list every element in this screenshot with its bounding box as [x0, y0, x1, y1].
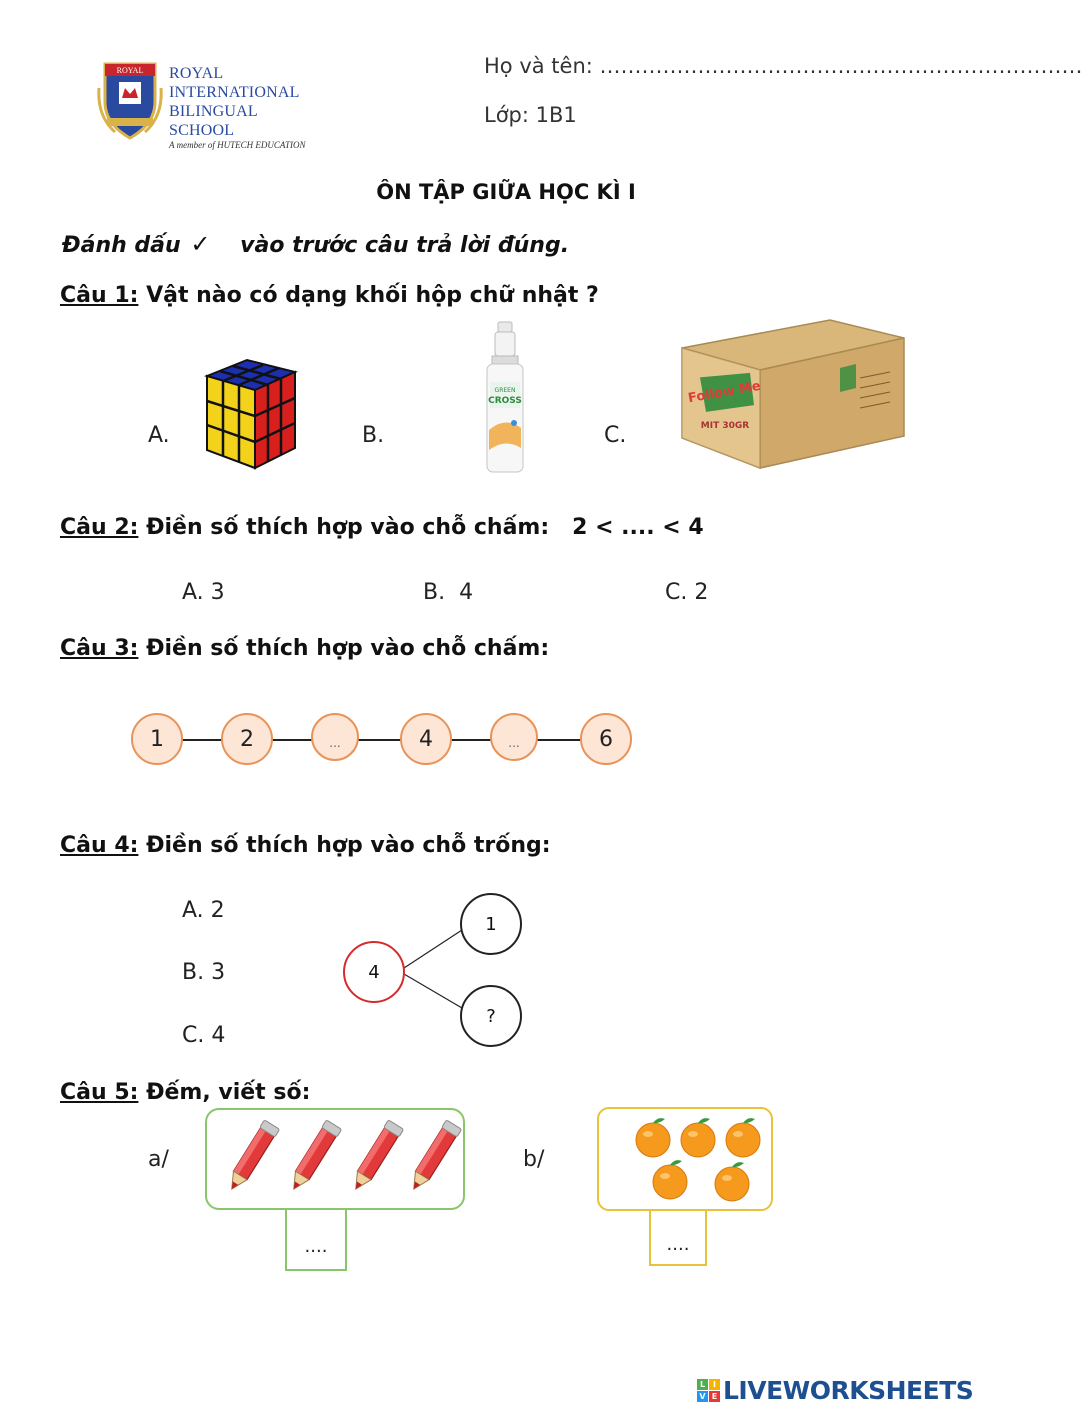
question-4-text: Điền số thích hợp vào chỗ trống: — [138, 833, 551, 858]
svg-text:ROYAL: ROYAL — [116, 66, 144, 75]
question-3-label: Câu 3: — [60, 636, 139, 661]
question-1 — [60, 283, 599, 308]
sequence-blank[interactable]: ... — [311, 713, 359, 761]
q5-part-a-label: a/ — [148, 1147, 169, 1172]
question-4 — [60, 833, 551, 858]
instruction — [62, 230, 569, 258]
instruction-before: Đánh dấu — [62, 233, 181, 258]
sequence-item: 2 — [221, 713, 273, 765]
q1-option-b[interactable]: B. — [362, 423, 385, 448]
logo-line-1: ROYAL — [169, 65, 224, 82]
sequence-item: 6 — [580, 713, 632, 765]
pencil-icon — [286, 1120, 342, 1194]
question-2 — [60, 515, 704, 540]
school-logo — [95, 58, 325, 150]
pencil-icon — [406, 1120, 462, 1194]
orange-icon — [681, 1118, 715, 1157]
student-name-field[interactable]: Họ và tên: …………………………………………………………… — [484, 54, 1083, 78]
q4-option-c[interactable]: C. 4 — [182, 1023, 226, 1048]
orange-icon — [715, 1162, 749, 1201]
question-3-text: Điền số thích hợp vào chỗ chấm: — [138, 636, 550, 661]
sequence-blank[interactable]: ... — [490, 713, 538, 761]
page-title: ÔN TẬP GIỮA HỌC KÌ I — [376, 180, 636, 204]
pencil-icon — [348, 1120, 404, 1194]
liveworksheets-wordmark: LIVEWORKSHEETS — [723, 1376, 974, 1405]
question-2-label: Câu 2: — [60, 515, 139, 540]
number-bond-root: 4 — [343, 941, 405, 1003]
orange-icon — [653, 1160, 687, 1199]
instruction-after: vào trước câu trả lời đúng. — [240, 233, 570, 258]
q2-option-a[interactable]: A. 3 — [182, 580, 225, 605]
liveworksheets-icon: L I V E — [697, 1379, 720, 1402]
logo-line-2: INTERNATIONAL — [169, 84, 300, 101]
svg-text:Follow Me: Follow Me — [686, 378, 762, 407]
question-5-text: Đếm, viết số: — [138, 1080, 311, 1105]
question-2-text: Điền số thích hợp vào chỗ chấm: 2 < .... < 4 — [138, 515, 704, 540]
q1-option-a[interactable]: A. — [148, 423, 170, 448]
q4-option-a[interactable]: A. 2 — [182, 898, 225, 923]
question-3 — [60, 636, 549, 661]
answer-box-a[interactable]: .... — [285, 1209, 347, 1271]
sequence-item: 4 — [400, 713, 452, 765]
question-1-label: Câu 1: — [60, 283, 139, 308]
logo-line-3: BILINGUAL SCHOOL — [169, 103, 258, 139]
q2-option-c[interactable]: C. 2 — [665, 580, 709, 605]
question-1-text: Vật nào có dạng khối hộp chữ nhật ? — [138, 283, 599, 308]
number-bond-top: 1 — [460, 893, 522, 955]
logo-tagline: A member of HUTECH EDUCATION — [169, 140, 306, 150]
cardboard-box-image — [680, 318, 906, 470]
oranges — [628, 1112, 768, 1208]
orange-icon — [636, 1118, 670, 1157]
number-bond-bottom[interactable]: ? — [460, 985, 522, 1047]
rubiks-cube-image — [203, 358, 299, 470]
spray-bottle-image — [484, 320, 526, 475]
pencils — [215, 1118, 460, 1200]
liveworksheets-logo — [697, 1376, 973, 1405]
question-5 — [60, 1080, 310, 1105]
svg-text:CROSS: CROSS — [488, 396, 522, 406]
pencil-icon — [224, 1120, 280, 1194]
student-class-label: Lớp: 1B1 — [484, 103, 577, 127]
question-5-label: Câu 5: — [60, 1080, 139, 1105]
q2-option-b[interactable]: B. 4 — [423, 580, 474, 605]
check-mark-icon: ✓ — [190, 230, 211, 258]
sequence-item: 1 — [131, 713, 183, 765]
q4-option-b[interactable]: B. 3 — [182, 960, 226, 985]
q1-option-c[interactable]: C. — [604, 423, 627, 448]
orange-icon — [726, 1118, 760, 1157]
school-crest-icon — [95, 58, 165, 142]
svg-text:MIT 30GR: MIT 30GR — [700, 421, 750, 431]
svg-text:GREEN: GREEN — [494, 387, 516, 394]
question-4-label: Câu 4: — [60, 833, 139, 858]
answer-box-b[interactable]: .... — [649, 1210, 707, 1266]
q5-part-b-label: b/ — [523, 1147, 545, 1172]
